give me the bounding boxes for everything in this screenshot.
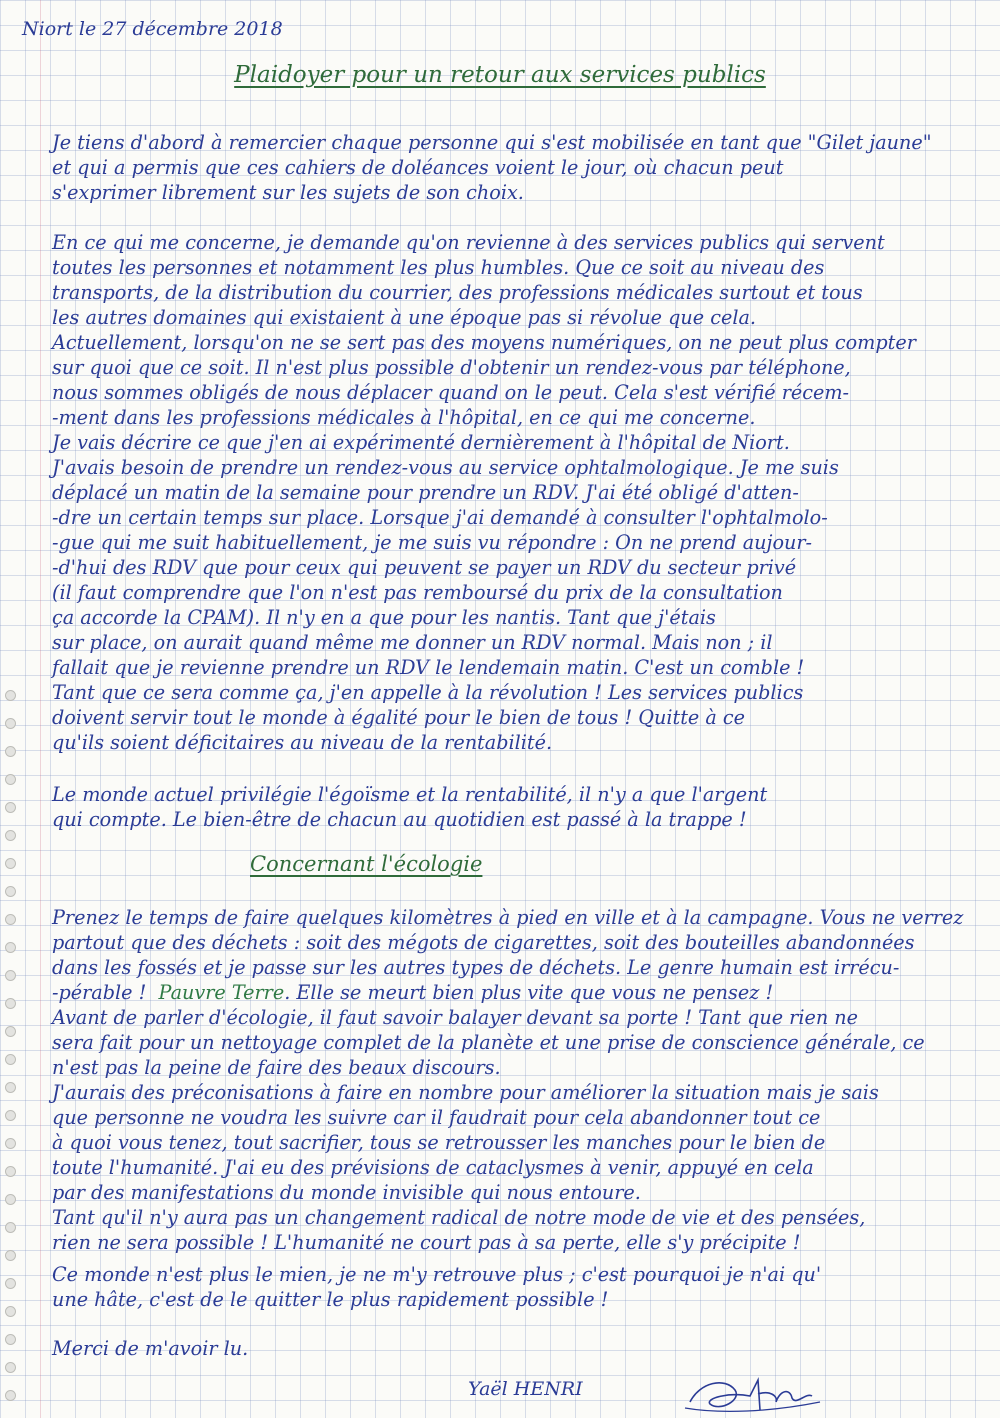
binding-hole: [5, 690, 16, 701]
text-line: déplacé un matin de la semaine pour prendre un RDV. J'ai été obligé d'atten-: [52, 481, 799, 504]
paragraph-farewell: [52, 1262, 952, 1312]
letter-date: Niort le 27 décembre 2018: [22, 18, 283, 40]
binding-hole: [5, 1250, 16, 1261]
paragraph-selfishness: [52, 782, 952, 832]
text-line: Tant que ce sera comme ça, j'en appelle à la révolution ! Les services publics: [52, 681, 804, 704]
text-line: sur quoi que ce soit. Il n'est plus possible d'obtenir un rendez-vous par téléphone,: [52, 356, 851, 379]
text-line: une hâte, c'est de le quitter le plus rapidement possible !: [52, 1288, 609, 1311]
binding-hole: [5, 970, 16, 981]
text-line: -gue qui me suit habituellement, je me suis vu répondre : On ne prend aujour-: [52, 531, 813, 554]
text-line: Prenez le temps de faire quelques kilomètres à pied en ville et à la campagne. Vous ne verrez: [52, 906, 964, 929]
text-line: dans les fossés et je passe sur les autres types de déchets. Le genre humain est irrécu-: [52, 956, 900, 979]
binding-hole: [5, 1138, 16, 1149]
binding-hole: [5, 1334, 16, 1345]
binding-hole: [5, 858, 16, 869]
text-line: nous sommes obligés de nous déplacer quand on le peut. Cela s'est vérifié récem-: [52, 381, 850, 404]
margin-line: [40, 0, 41, 1418]
text-line: Merci de m'avoir lu.: [52, 1337, 249, 1360]
text-line: ça accorde la CPAM). Il n'y en a que pour les nantis. Tant que j'étais: [52, 606, 716, 629]
binding-hole: [5, 1166, 16, 1177]
binding-hole: [5, 1026, 16, 1037]
text-line: En ce qui me concerne, je demande qu'on revienne à des services publics qui servent: [52, 231, 885, 254]
text-line: Actuellement, lorsqu'on ne se sert pas des moyens numériques, on ne peut plus compter: [52, 331, 916, 354]
binding-hole: [5, 746, 16, 757]
text-line: J'aurais des préconisations à faire en nombre pour améliorer la situation mais je sais: [52, 1081, 879, 1104]
text-line: que personne ne voudra les suivre car il faudrait pour cela abandonner tout ce: [52, 1106, 821, 1129]
text-line: sera fait pour un nettoyage complet de la planète et une prise de conscience générale, ce: [52, 1031, 925, 1054]
text-line: n'est pas la peine de faire des beaux discours.: [52, 1056, 501, 1079]
binding-hole: [5, 942, 16, 953]
paragraph-ecology: [52, 905, 964, 1255]
text-line: sur place, on aurait quand même me donner un RDV normal. Mais non ; il: [52, 631, 773, 654]
text-line: Tant qu'il n'y aura pas un changement radical de notre mode de vie et des pensées,: [52, 1206, 866, 1229]
paragraph-public-services: [52, 230, 952, 680]
handwritten-signature: [680, 1372, 830, 1416]
text-line: (il faut comprendre que l'on n'est pas remboursé du prix de la consultation: [52, 581, 783, 604]
text-line: transports, de la distribution du courrier, des professions médicales surtout et tous: [52, 281, 863, 304]
paragraph-intro: [52, 130, 952, 205]
text-line: qui compte. Le bien-être de chacun au quotidien est passé à la trappe !: [52, 808, 747, 831]
text-line: J'avais besoin de prendre un rendez-vous au service ophtalmologique. Je me suis: [52, 456, 839, 479]
text-fragment: -pérable !: [52, 981, 147, 1004]
text-line: -dre un certain temps sur place. Lorsque j'ai demandé à consulter l'ophtalmolo-: [52, 506, 828, 529]
binding-hole: [5, 1390, 16, 1401]
text-line: Je vais décrire ce que j'en ai expérimenté dernièrement à l'hôpital de Niort.: [52, 431, 790, 454]
highlight-pauvre-terre: Pauvre Terre: [158, 981, 285, 1004]
text-line: doivent servir tout le monde à égalité pour le bien de tous ! Quitte à ce: [52, 706, 746, 729]
text-line: qu'ils soient déficitaires au niveau de la rentabilité.: [52, 731, 553, 754]
text-line: par des manifestations du monde invisible qui nous entoure.: [52, 1181, 641, 1204]
binding-hole: [5, 718, 16, 729]
binding-hole: [5, 1278, 16, 1289]
binding-hole: [5, 1194, 16, 1205]
binding-hole: [5, 998, 16, 1009]
text-line: -ment dans les professions médicales à l'hôpital, en ce qui me concerne.: [52, 406, 756, 429]
text-line: rien ne sera possible ! L'humanité ne court pas à sa perte, elle s'y précipite !: [52, 1231, 801, 1254]
text-fragment: . Elle se meurt bien plus vite que vous ne pensez !: [284, 981, 774, 1004]
text-line: Ce monde n'est plus le mien, je ne m'y retrouve plus ; c'est pourquoi je n'ai qu': [52, 1263, 822, 1286]
text-line: Le monde actuel privilégie l'égoïsme et la rentabilité, il n'y a que l'argent: [52, 783, 768, 806]
binding-hole: [5, 914, 16, 925]
binding-hole: [5, 774, 16, 785]
binding-hole: [5, 1222, 16, 1233]
spiral-binding: [2, 0, 16, 1418]
binding-hole: [5, 886, 16, 897]
text-line: les autres domaines qui existaient à une époque pas si révolue que cela.: [52, 306, 757, 329]
text-line: à quoi vous tenez, tout sacrifier, tous se retrousser les manches pour le bien de: [52, 1131, 826, 1154]
paragraph-revolution: [52, 680, 952, 755]
text-line: toutes les personnes et notamment les plus humbles. Que ce soit au niveau des: [52, 256, 825, 279]
binding-hole: [5, 1054, 16, 1065]
binding-hole: [5, 802, 16, 813]
text-line: Avant de parler d'écologie, il faut savoir balayer devant sa porte ! Tant que rien ne: [52, 1006, 859, 1029]
binding-hole: [5, 1110, 16, 1121]
text-line: toute l'humanité. J'ai eu des prévisions de cataclysmes à venir, appuyé en cela: [52, 1156, 814, 1179]
text-line: fallait que je revienne prendre un RDV le lendemain matin. C'est un comble !: [52, 656, 805, 679]
text-line: et qui a permis que ces cahiers de doléances voient le jour, où chacun peut: [52, 156, 784, 179]
closing-line: [52, 1336, 952, 1361]
section-title-ecology: Concernant l'écologie: [250, 852, 483, 876]
letter-title: Plaidoyer pour un retour aux services publics: [234, 62, 766, 88]
binding-hole: [5, 1306, 16, 1317]
text-line: [52, 980, 952, 1005]
text-line: -d'hui des RDV que pour ceux qui peuvent se payer un RDV du secteur privé: [52, 556, 797, 579]
signer-name: Yaël HENRI: [468, 1378, 583, 1400]
text-line: partout que des déchets : soit des mégots de cigarettes, soit des bouteilles abandonnées: [52, 931, 915, 954]
binding-hole: [5, 1082, 16, 1093]
text-line: Je tiens d'abord à remercier chaque personne qui s'est mobilisée en tant que "Gilet jaune": [52, 131, 932, 154]
binding-hole: [5, 830, 16, 841]
binding-hole: [5, 1362, 16, 1373]
text-line: s'exprimer librement sur les sujets de son choix.: [52, 181, 524, 204]
